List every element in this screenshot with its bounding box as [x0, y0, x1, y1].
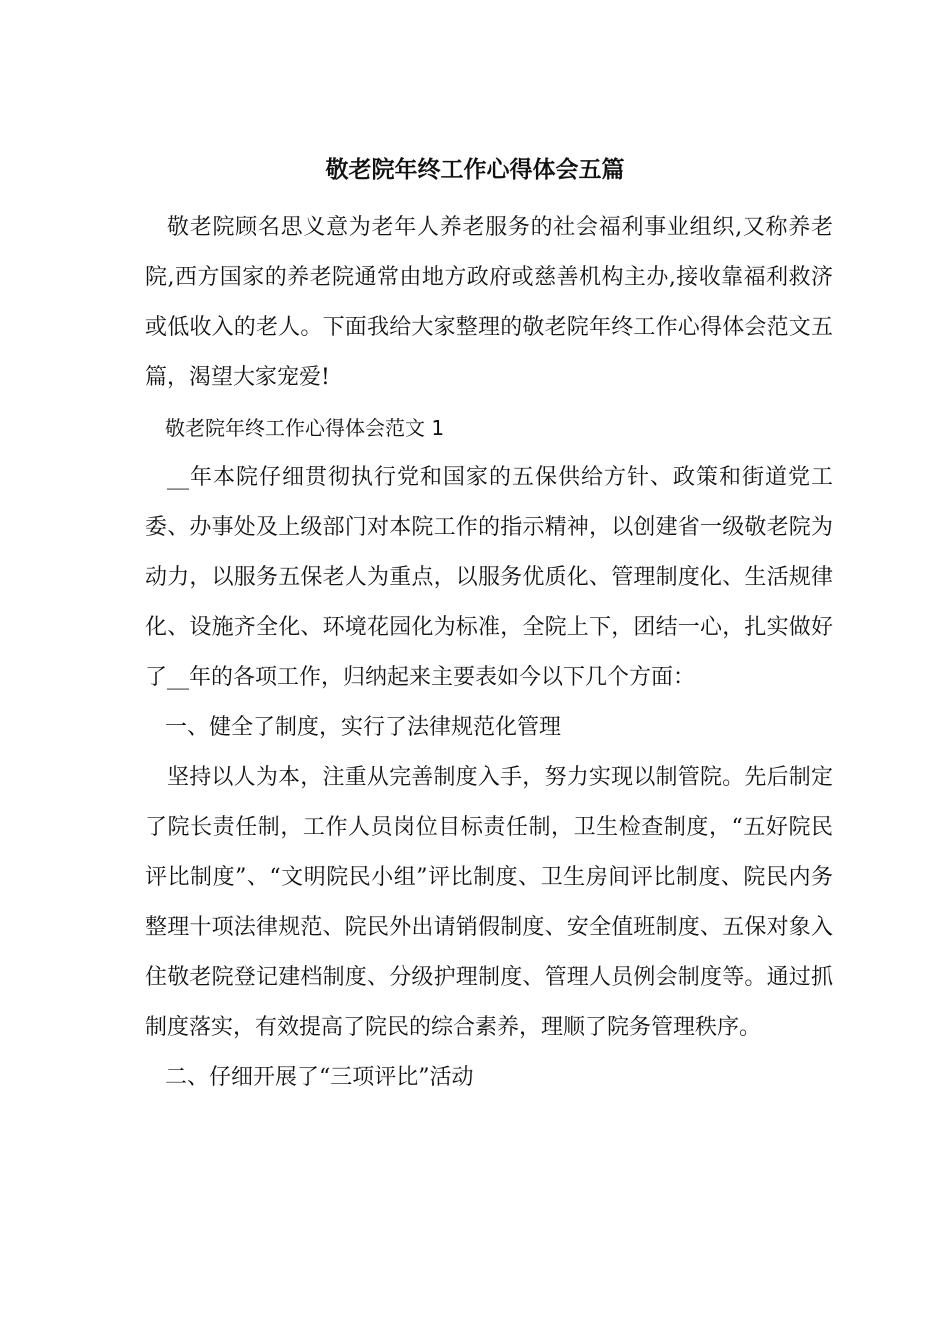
section-title: 敬老院年终工作心得体会范文 1 [165, 416, 445, 440]
subheading-2: 二、仔细开展了“三项评比”活动 [165, 1065, 474, 1090]
document-title: 敬老院年终工作心得体会五篇 [325, 157, 625, 183]
intro-paragraph: 敬老院顾名思义意为老年人养老服务的社会福利事业组织,又称养老院,西方国家的养老院通常由地方政府或慈善机构主办,接收靠福利救济或低收入的老人。下面我给大家整理的敬老院年终工作心得体会范文五篇，渴望大家宠爱! [145, 215, 833, 390]
body-paragraph-2: 坚持以人为本，注重从完善制度入手，努力实现以制管院。先后制定了院长责任制，工作人员岗位目标责任制，卫生检查制度，“五好院民评比制度”、“文明院民小组”评比制度、卫生房间评比制度、院民内务整理十项法律规范、院民外出请销假制度、安全值班制度、五保对象入住敬老院登记建档制度、分级护理制度、管理人员例会制度等。通过抓制度落实，有效提高了院民的综合素养，理顺了院务管理秩序。 [145, 765, 833, 1040]
document-body [145, 203, 833, 1103]
subheading-1: 一、健全了制度，实行了法律规范化管理 [165, 715, 562, 740]
body-paragraph-1: __年本院仔细贯彻执行党和国家的五保供给方针、政策和街道党工委、办事处及上级部门对本院工作的指示精神，以创建省一级敬老院为动力，以服务五保老人为重点，以服务优质化、管理制度化、生活规律化、设施齐全化、环境花园化为标准，全院上下，团结一心，扎实做好了__年的各项工作，归纳起来主要表如今以下几个方面： [145, 465, 833, 690]
